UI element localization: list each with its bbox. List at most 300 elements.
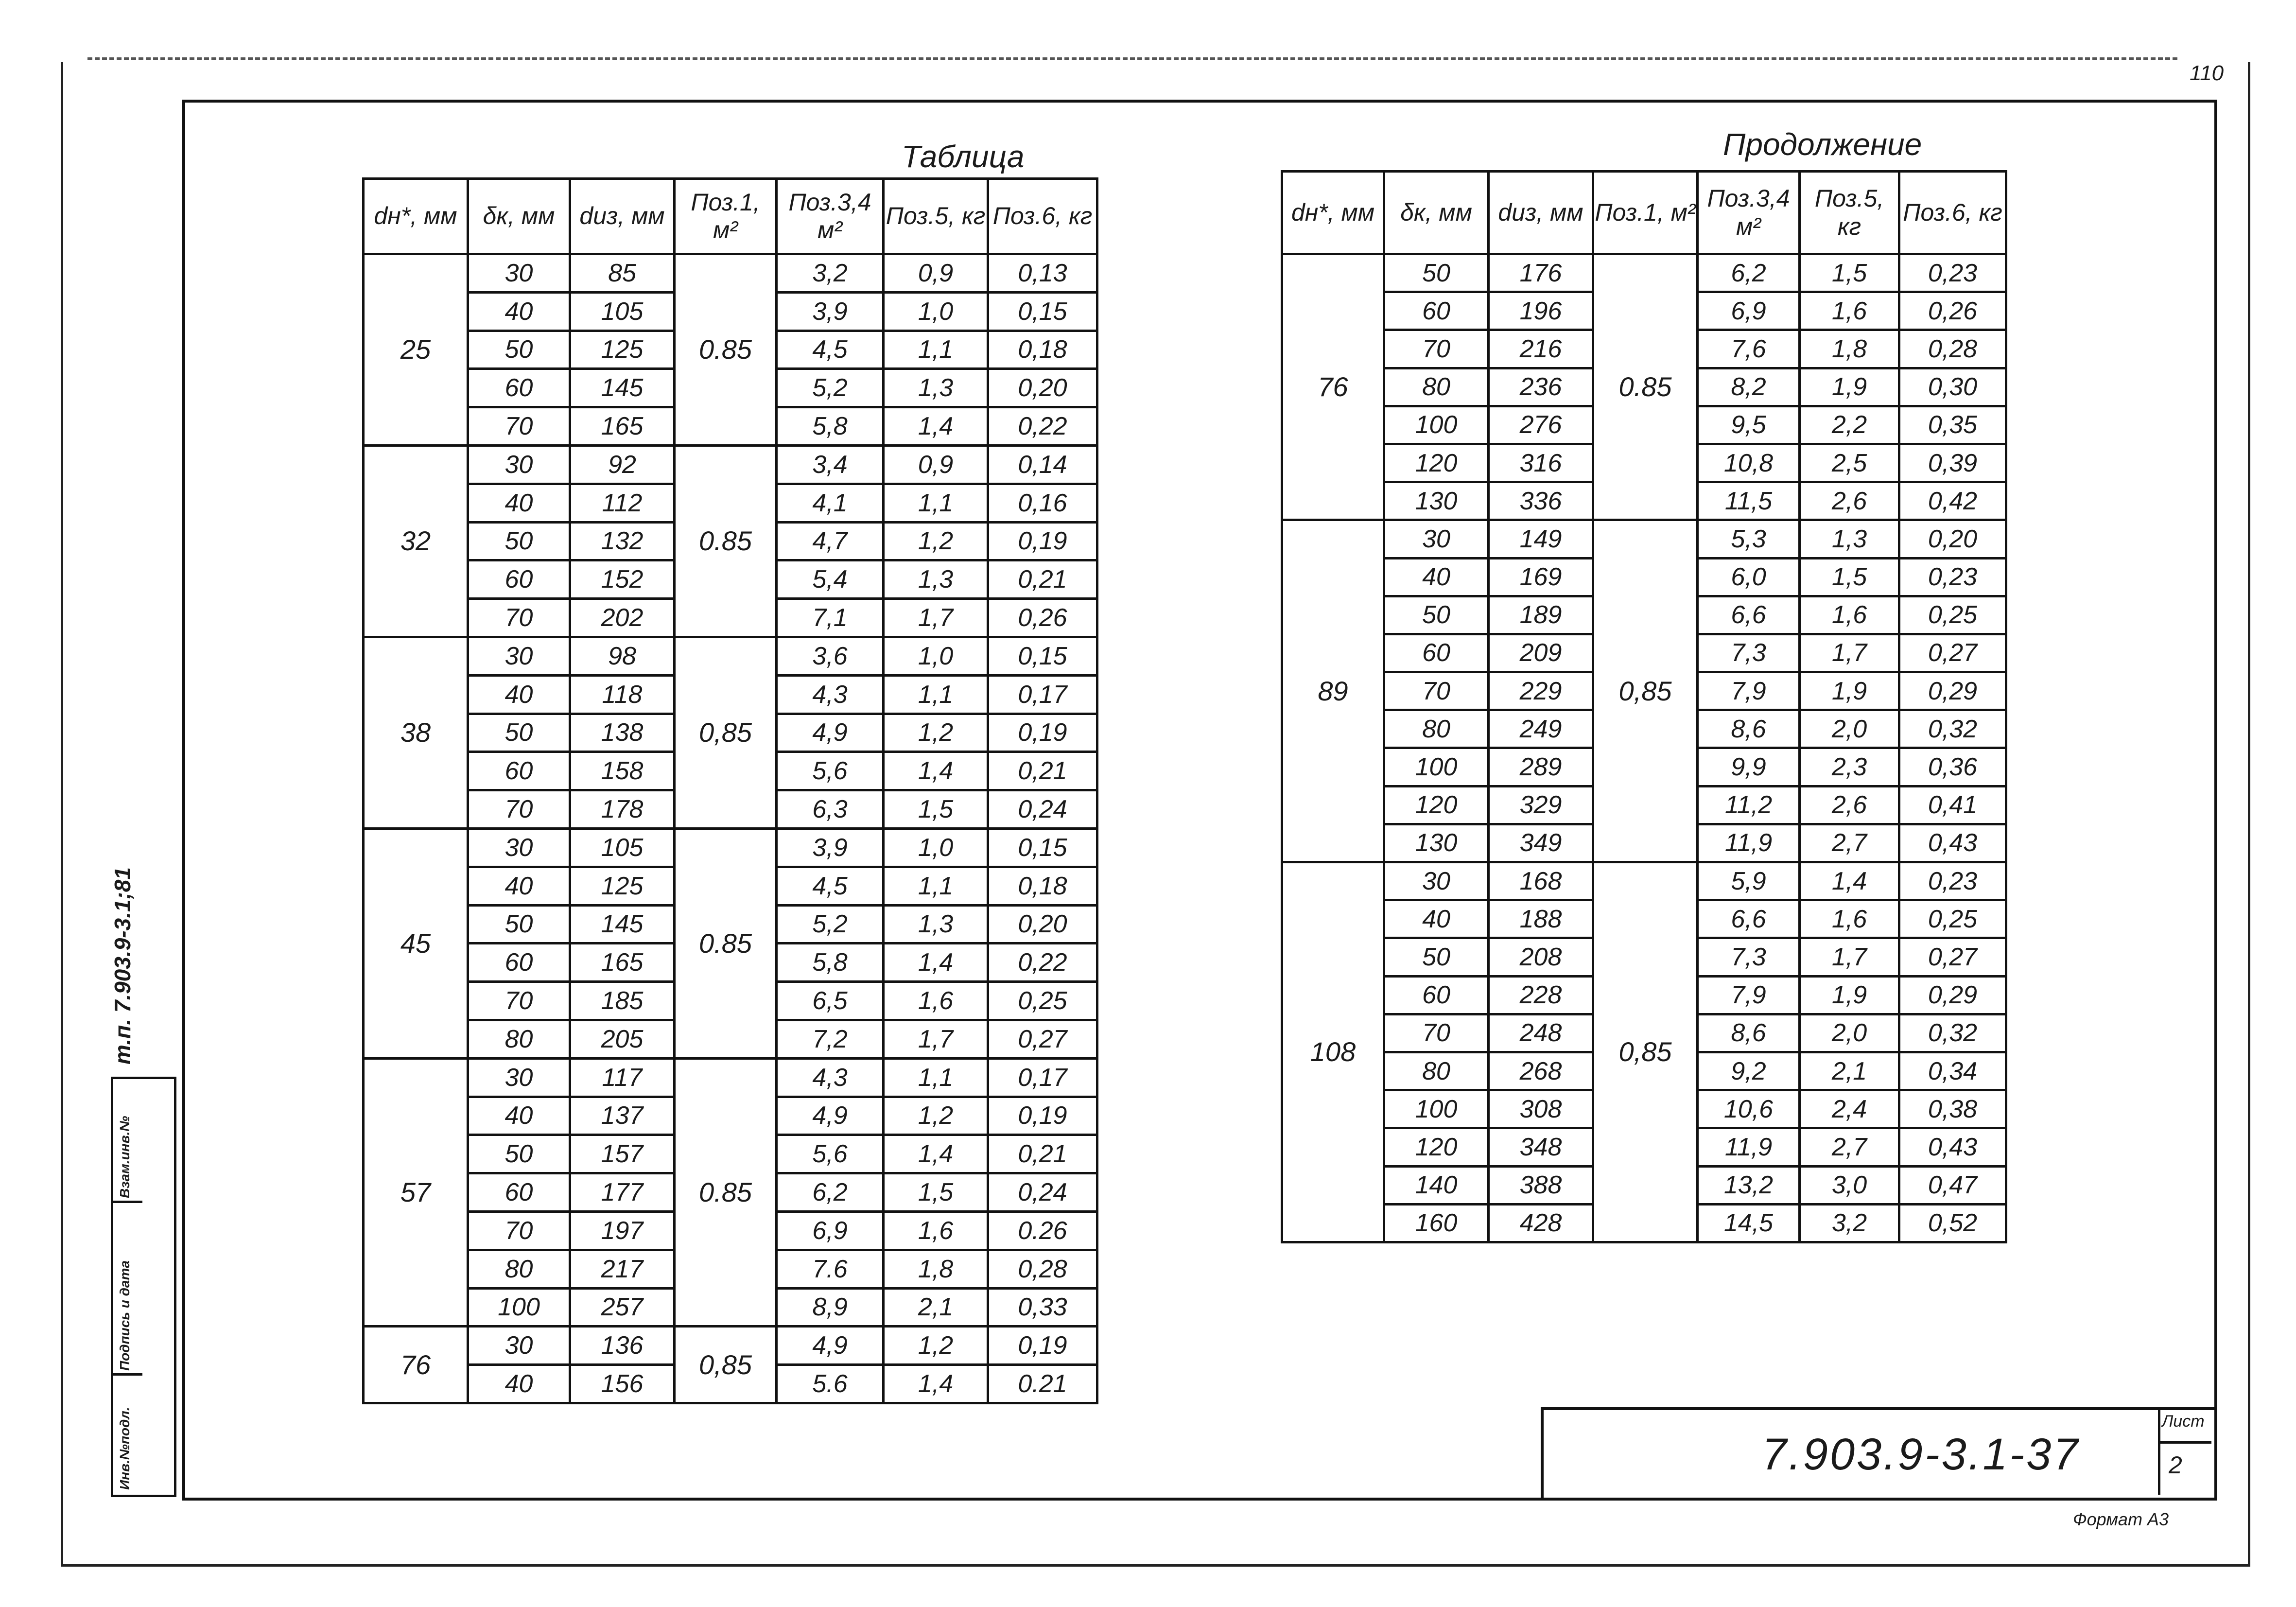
cell-pos34: 4,9: [777, 1097, 884, 1135]
cell-insulated-diameter: 188: [1489, 900, 1593, 938]
cell-pos5: 2,5: [1800, 444, 1899, 482]
cell-pos34: 7,9: [1698, 976, 1800, 1014]
cell-pos34: 7,3: [1698, 938, 1800, 976]
header-diz: dиз, мм: [570, 179, 675, 254]
cell-pos34: 11,2: [1698, 786, 1800, 824]
cell-thickness: 40: [468, 484, 570, 522]
cell-insulated-diameter: 132: [570, 522, 675, 560]
cell-pos34: 9,5: [1698, 406, 1800, 444]
cell-pos6: 0,38: [1899, 1090, 2006, 1128]
cell-pos6: 0,22: [988, 407, 1097, 446]
cell-pos34: 7,6: [1698, 330, 1800, 368]
cell-pos5: 1,4: [884, 407, 988, 446]
cell-insulated-diameter: 137: [570, 1097, 675, 1135]
header-dh: dн*, мм: [1282, 172, 1384, 254]
cell-pos34: 10,8: [1698, 444, 1800, 482]
cell-pos5: 2,6: [1800, 786, 1899, 824]
cell-outer-diameter: 76: [1282, 254, 1384, 520]
cell-insulated-diameter: 138: [570, 714, 675, 752]
cell-pos6: 0,34: [1899, 1052, 2006, 1090]
cell-pos6: 0,21: [988, 1135, 1097, 1173]
cell-pos34: 6,9: [1698, 292, 1800, 330]
cell-pos6: 0,24: [988, 790, 1097, 829]
cell-pos5: 2,6: [1800, 482, 1899, 520]
header-diz: dиз, мм: [1489, 172, 1593, 254]
cell-thickness: 120: [1384, 786, 1489, 824]
cell-pos5: 2,1: [1800, 1052, 1899, 1090]
cell-insulated-diameter: 177: [570, 1173, 675, 1212]
cell-outer-diameter: 45: [364, 828, 468, 1058]
cell-pos6: 0,25: [1899, 900, 2006, 938]
cell-pos6: 0,27: [988, 1020, 1097, 1058]
table-row: [1282, 254, 2006, 292]
cell-pos6: 0,36: [1899, 748, 2006, 786]
header-pos6: Поз.6, кг: [1899, 172, 2006, 254]
cell-thickness: 70: [468, 982, 570, 1020]
cell-thickness: 50: [1384, 596, 1489, 634]
cell-pos6: 0,26: [988, 599, 1097, 637]
cell-pos5: 1,3: [884, 560, 988, 599]
cell-insulated-diameter: 268: [1489, 1052, 1593, 1090]
cell-pos6: 0,26: [1899, 292, 2006, 330]
cell-pos5: 1,7: [1800, 938, 1899, 976]
cell-insulated-diameter: 145: [570, 369, 675, 407]
cell-thickness: 70: [468, 790, 570, 829]
cell-insulated-diameter: 112: [570, 484, 675, 522]
cell-pos34: 6,6: [1698, 596, 1800, 634]
cell-thickness: 80: [468, 1250, 570, 1288]
cell-pos5: 1,6: [1800, 292, 1899, 330]
cell-insulated-diameter: 189: [1489, 596, 1593, 634]
stamp-label-replace: Взам.инв.№: [117, 1116, 132, 1198]
cell-thickness: 60: [1384, 292, 1489, 330]
cell-insulated-diameter: 217: [570, 1250, 675, 1288]
cell-pos5: 1,6: [884, 982, 988, 1020]
header-pos5: Поз.5, кг: [1800, 172, 1899, 254]
cell-pos5: 1,9: [1800, 368, 1899, 406]
cell-insulated-diameter: 85: [570, 254, 675, 293]
cell-pos6: 0,20: [1899, 520, 2006, 558]
cell-insulated-diameter: 248: [1489, 1014, 1593, 1052]
cell-pos1: 0,85: [1593, 862, 1698, 1242]
cell-pos5: 1,2: [884, 1097, 988, 1135]
cell-thickness: 40: [468, 1097, 570, 1135]
cell-pos5: 1,4: [884, 943, 988, 982]
cell-insulated-diameter: 152: [570, 560, 675, 599]
cell-pos5: 1,8: [1800, 330, 1899, 368]
cell-insulated-diameter: 98: [570, 637, 675, 675]
cell-pos34: 6,3: [777, 790, 884, 829]
cell-insulated-diameter: 209: [1489, 634, 1593, 672]
cell-insulated-diameter: 349: [1489, 824, 1593, 862]
cell-thickness: 120: [1384, 1128, 1489, 1166]
cell-pos34: 5,6: [777, 752, 884, 790]
cell-thickness: 60: [468, 943, 570, 982]
cell-insulated-diameter: 289: [1489, 748, 1593, 786]
cell-outer-diameter: 89: [1282, 520, 1384, 862]
cell-insulated-diameter: 196: [1489, 292, 1593, 330]
cell-pos5: 1,9: [1800, 976, 1899, 1014]
cell-pos5: 1,0: [884, 637, 988, 675]
cell-pos6: 0,21: [988, 560, 1097, 599]
cell-pos34: 6,2: [1698, 254, 1800, 292]
cell-pos6: 0,42: [1899, 482, 2006, 520]
cell-pos5: 2,4: [1800, 1090, 1899, 1128]
cell-insulated-diameter: 105: [570, 292, 675, 331]
cell-insulated-diameter: 156: [570, 1365, 675, 1403]
cell-thickness: 80: [1384, 1052, 1489, 1090]
cell-pos34: 4,3: [777, 1058, 884, 1097]
cell-insulated-diameter: 336: [1489, 482, 1593, 520]
cell-pos34: 5,6: [777, 1135, 884, 1173]
cell-pos34: 6,5: [777, 982, 884, 1020]
cell-pos5: 1,1: [884, 867, 988, 905]
stamp-label-inv: Инв.№подл.: [117, 1407, 132, 1490]
cell-pos5: 1,5: [1800, 558, 1899, 596]
cell-outer-diameter: 25: [364, 254, 468, 446]
cell-thickness: 130: [1384, 824, 1489, 862]
cell-insulated-diameter: 117: [570, 1058, 675, 1097]
cell-insulated-diameter: 168: [1489, 862, 1593, 900]
cell-pos5: 2,3: [1800, 748, 1899, 786]
cell-thickness: 160: [1384, 1204, 1489, 1242]
cell-pos5: 1,7: [1800, 634, 1899, 672]
cell-pos34: 5,2: [777, 369, 884, 407]
cell-pos6: 0,14: [988, 445, 1097, 484]
cell-pos34: 11,9: [1698, 1128, 1800, 1166]
cell-pos5: 1,3: [884, 369, 988, 407]
cell-thickness: 70: [468, 407, 570, 446]
cell-thickness: 70: [468, 599, 570, 637]
cell-pos5: 1,2: [884, 522, 988, 560]
cell-thickness: 100: [1384, 406, 1489, 444]
cell-pos6: 0,28: [988, 1250, 1097, 1288]
cell-thickness: 80: [1384, 710, 1489, 748]
cell-pos5: 1,8: [884, 1250, 988, 1288]
cell-pos6: 0,19: [988, 1097, 1097, 1135]
cell-pos34: 6,2: [777, 1173, 884, 1212]
cell-pos1: 0.85: [1593, 254, 1698, 520]
cell-pos6: 0,35: [1899, 406, 2006, 444]
cell-pos34: 4,5: [777, 867, 884, 905]
cell-thickness: 60: [1384, 976, 1489, 1014]
cell-pos6: 0,28: [1899, 330, 2006, 368]
cell-pos5: 1,1: [884, 484, 988, 522]
cell-thickness: 100: [468, 1288, 570, 1327]
cell-pos6: 0,19: [988, 522, 1097, 560]
header-pos34: Поз.3,4 м²: [777, 179, 884, 254]
cell-pos6: 0,15: [988, 637, 1097, 675]
cell-insulated-diameter: 229: [1489, 672, 1593, 710]
stamp-label-signature: Подпись и дата: [117, 1260, 132, 1371]
cell-outer-diameter: 38: [364, 637, 468, 828]
cell-pos34: 7,3: [1698, 634, 1800, 672]
cell-pos6: 0,52: [1899, 1204, 2006, 1242]
cell-thickness: 50: [468, 331, 570, 369]
cell-pos6: 0,39: [1899, 444, 2006, 482]
cell-thickness: 70: [1384, 1014, 1489, 1052]
cell-pos1: 0.85: [675, 1058, 777, 1327]
cell-thickness: 60: [468, 1173, 570, 1212]
cell-thickness: 30: [1384, 520, 1489, 558]
cell-pos6: 0,21: [988, 752, 1097, 790]
cell-thickness: 30: [468, 254, 570, 293]
format-label: Формат А3: [2073, 1509, 2169, 1529]
cell-insulated-diameter: 157: [570, 1135, 675, 1173]
cell-pos34: 5,4: [777, 560, 884, 599]
cell-pos5: 1,4: [884, 752, 988, 790]
cell-pos34: 6,6: [1698, 900, 1800, 938]
page-number: 110: [2190, 61, 2224, 85]
cell-insulated-diameter: 169: [1489, 558, 1593, 596]
cell-pos34: 6,9: [777, 1211, 884, 1250]
cell-pos5: 1,3: [1800, 520, 1899, 558]
cell-insulated-diameter: 249: [1489, 710, 1593, 748]
cell-pos5: 1,6: [1800, 900, 1899, 938]
cell-pos34: 13,2: [1698, 1166, 1800, 1204]
cell-pos34: 11,9: [1698, 824, 1800, 862]
cell-pos1: 0.85: [675, 828, 777, 1058]
pipe-insulation-table-right: [1281, 170, 2007, 1243]
cell-thickness: 70: [1384, 330, 1489, 368]
cell-thickness: 40: [468, 1365, 570, 1403]
cell-pos34: 7,2: [777, 1020, 884, 1058]
cell-pos1: 0,85: [675, 1327, 777, 1403]
cell-insulated-diameter: 145: [570, 905, 675, 943]
cell-pos6: 0,27: [1899, 938, 2006, 976]
cell-thickness: 130: [1384, 482, 1489, 520]
cell-pos5: 1,5: [1800, 254, 1899, 292]
cell-pos1: 0.85: [675, 254, 777, 446]
table-row: [364, 1058, 1097, 1097]
cell-pos5: 1,9: [1800, 672, 1899, 710]
cell-pos6: 0,17: [988, 1058, 1097, 1097]
table-row: [1282, 862, 2006, 900]
cell-insulated-diameter: 276: [1489, 406, 1593, 444]
cell-insulated-diameter: 329: [1489, 786, 1593, 824]
cell-pos6: 0,17: [988, 675, 1097, 714]
table-continuation-caption: Продолжение: [1723, 127, 1922, 162]
cell-insulated-diameter: 202: [570, 599, 675, 637]
cell-pos34: 3,6: [777, 637, 884, 675]
cell-pos6: 0.26: [988, 1211, 1097, 1250]
cell-insulated-diameter: 158: [570, 752, 675, 790]
cell-pos6: 0.21: [988, 1365, 1097, 1403]
cell-pos34: 7.6: [777, 1250, 884, 1288]
cell-thickness: 60: [468, 752, 570, 790]
cell-pos34: 5.6: [777, 1365, 884, 1403]
table-row: [364, 445, 1097, 484]
cell-pos5: 1,4: [884, 1135, 988, 1173]
cell-pos5: 1,6: [1800, 596, 1899, 634]
cell-outer-diameter: 32: [364, 445, 468, 637]
top-dashed-line: [87, 57, 2177, 60]
cell-thickness: 60: [468, 560, 570, 599]
cell-pos5: 1,2: [884, 1327, 988, 1365]
cell-thickness: 40: [468, 675, 570, 714]
cell-outer-diameter: 76: [364, 1327, 468, 1403]
cell-insulated-diameter: 125: [570, 867, 675, 905]
cell-pos6: 0,43: [1899, 824, 2006, 862]
cell-pos6: 0,29: [1899, 976, 2006, 1014]
cell-pos6: 0,19: [988, 1327, 1097, 1365]
cell-thickness: 100: [1384, 1090, 1489, 1128]
cell-pos6: 0,25: [1899, 596, 2006, 634]
cell-pos5: 3,2: [1800, 1204, 1899, 1242]
header-pos1: Поз.1, м²: [675, 179, 777, 254]
cell-pos34: 10,6: [1698, 1090, 1800, 1128]
cell-pos5: 3,0: [1800, 1166, 1899, 1204]
pipe-insulation-table-left: [362, 177, 1098, 1404]
cell-insulated-diameter: 388: [1489, 1166, 1593, 1204]
cell-pos6: 0,27: [1899, 634, 2006, 672]
cell-pos5: 1,0: [884, 292, 988, 331]
cell-outer-diameter: 57: [364, 1058, 468, 1327]
cell-thickness: 50: [468, 1135, 570, 1173]
table-row: [1282, 520, 2006, 558]
cell-thickness: 70: [468, 1211, 570, 1250]
cell-pos5: 1,2: [884, 714, 988, 752]
cell-pos34: 8,2: [1698, 368, 1800, 406]
cell-pos6: 0,13: [988, 254, 1097, 293]
cell-pos34: 4,9: [777, 714, 884, 752]
cell-insulated-diameter: 178: [570, 790, 675, 829]
cell-thickness: 80: [1384, 368, 1489, 406]
cell-thickness: 40: [468, 867, 570, 905]
header-dh: dн*, мм: [364, 179, 468, 254]
cell-pos5: 2,2: [1800, 406, 1899, 444]
cell-insulated-diameter: 165: [570, 943, 675, 982]
cell-pos5: 1,0: [884, 828, 988, 867]
cell-pos6: 0,20: [988, 905, 1097, 943]
cell-pos5: 1,7: [884, 599, 988, 637]
header-pos5: Поз.5, кг: [884, 179, 988, 254]
cell-pos6: 0,32: [1899, 1014, 2006, 1052]
sheet-divider: [2158, 1441, 2211, 1444]
cell-pos5: 2,7: [1800, 1128, 1899, 1166]
cell-thickness: 50: [1384, 938, 1489, 976]
cell-insulated-diameter: 208: [1489, 938, 1593, 976]
cell-pos5: 1,6: [884, 1211, 988, 1250]
cell-thickness: 120: [1384, 444, 1489, 482]
cell-pos1: 0,85: [1593, 520, 1698, 862]
cell-pos34: 4,3: [777, 675, 884, 714]
document-code: 7.903.9-3.1-37: [1762, 1430, 2080, 1479]
cell-pos6: 0,43: [1899, 1128, 2006, 1166]
cell-pos6: 0,47: [1899, 1166, 2006, 1204]
cell-pos34: 9,9: [1698, 748, 1800, 786]
cell-pos6: 0,19: [988, 714, 1097, 752]
sheet-label: Лист: [2162, 1412, 2205, 1431]
cell-insulated-diameter: 308: [1489, 1090, 1593, 1128]
cell-insulated-diameter: 185: [570, 982, 675, 1020]
cell-pos34: 5,3: [1698, 520, 1800, 558]
cell-insulated-diameter: 125: [570, 331, 675, 369]
cell-thickness: 60: [1384, 634, 1489, 672]
cell-pos6: 0,23: [1899, 558, 2006, 596]
left-stamp: [111, 1077, 176, 1497]
cell-insulated-diameter: 105: [570, 828, 675, 867]
cell-thickness: 30: [468, 828, 570, 867]
cell-pos34: 5,2: [777, 905, 884, 943]
cell-thickness: 50: [468, 522, 570, 560]
cell-pos6: 0,25: [988, 982, 1097, 1020]
cell-pos34: 7,1: [777, 599, 884, 637]
cell-pos34: 3,4: [777, 445, 884, 484]
cell-thickness: 70: [1384, 672, 1489, 710]
cell-insulated-diameter: 92: [570, 445, 675, 484]
cell-pos34: 4,7: [777, 522, 884, 560]
side-document-code: т.п. 7.903.9-3.1;81: [110, 867, 135, 1065]
cell-insulated-diameter: 257: [570, 1288, 675, 1327]
cell-pos5: 1,1: [884, 675, 988, 714]
cell-thickness: 30: [1384, 862, 1489, 900]
cell-pos5: 1,4: [884, 1365, 988, 1403]
cell-pos6: 0,18: [988, 331, 1097, 369]
cell-pos34: 5,9: [1698, 862, 1800, 900]
cell-pos6: 0,24: [988, 1173, 1097, 1212]
table-caption: Таблица: [902, 139, 1025, 174]
sheet-number: 2: [2169, 1451, 2182, 1479]
cell-pos1: 0,85: [675, 637, 777, 828]
cell-thickness: 40: [468, 292, 570, 331]
cell-pos34: 3,2: [777, 254, 884, 293]
cell-thickness: 60: [468, 369, 570, 407]
cell-thickness: 30: [468, 637, 570, 675]
cell-pos5: 0,9: [884, 445, 988, 484]
cell-pos34: 9,2: [1698, 1052, 1800, 1090]
cell-pos34: 8,6: [1698, 710, 1800, 748]
cell-pos34: 8,9: [777, 1288, 884, 1327]
table-row: [364, 1327, 1097, 1365]
cell-pos6: 0,33: [988, 1288, 1097, 1327]
header-thickness: δк, мм: [468, 179, 570, 254]
cell-insulated-diameter: 118: [570, 675, 675, 714]
cell-thickness: 40: [1384, 558, 1489, 596]
cell-insulated-diameter: 176: [1489, 254, 1593, 292]
cell-pos5: 1,5: [884, 790, 988, 829]
cell-pos5: 0,9: [884, 254, 988, 293]
cell-insulated-diameter: 149: [1489, 520, 1593, 558]
header-pos6: Поз.6, кг: [988, 179, 1097, 254]
cell-pos34: 5,8: [777, 943, 884, 982]
cell-pos6: 0,30: [1899, 368, 2006, 406]
cell-thickness: 50: [468, 714, 570, 752]
cell-pos5: 1,1: [884, 331, 988, 369]
cell-pos5: 1,1: [884, 1058, 988, 1097]
cell-pos34: 4,5: [777, 331, 884, 369]
cell-pos34: 7,9: [1698, 672, 1800, 710]
cell-thickness: 100: [1384, 748, 1489, 786]
cell-pos6: 0,23: [1899, 254, 2006, 292]
header-thickness: δк, мм: [1384, 172, 1489, 254]
cell-pos6: 0,29: [1899, 672, 2006, 710]
cell-outer-diameter: 108: [1282, 862, 1384, 1242]
header-pos34: Поз.3,4 м²: [1698, 172, 1800, 254]
cell-thickness: 30: [468, 1327, 570, 1365]
cell-pos1: 0.85: [675, 445, 777, 637]
cell-insulated-diameter: 236: [1489, 368, 1593, 406]
cell-pos5: 2,0: [1800, 1014, 1899, 1052]
cell-thickness: 30: [468, 1058, 570, 1097]
cell-pos34: 3,9: [777, 828, 884, 867]
cell-thickness: 30: [468, 445, 570, 484]
cell-pos5: 2,7: [1800, 824, 1899, 862]
cell-pos6: 0,15: [988, 828, 1097, 867]
table-row: [364, 637, 1097, 675]
header-pos1: Поз.1, м²: [1593, 172, 1698, 254]
cell-pos34: 3,9: [777, 292, 884, 331]
